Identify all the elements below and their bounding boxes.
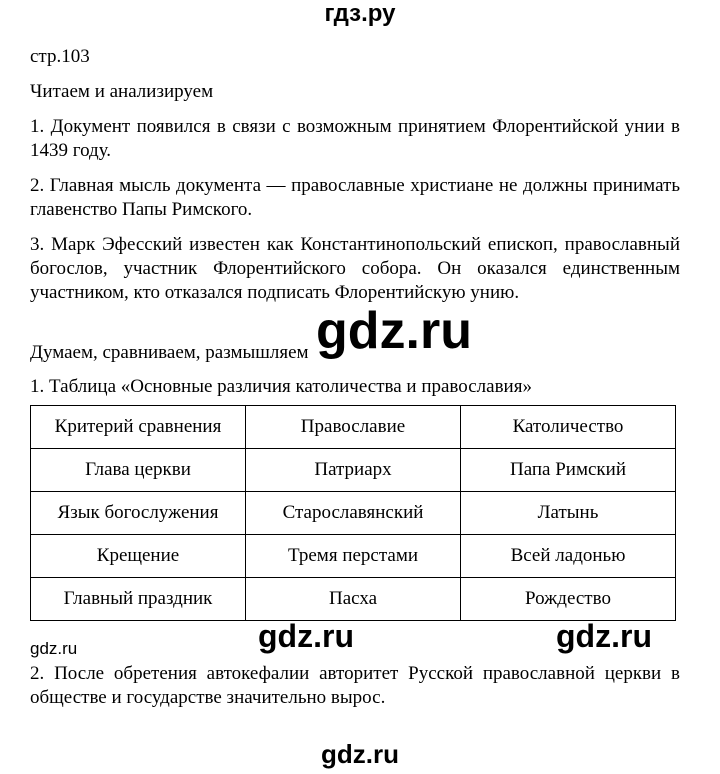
table-header-cell: Православие xyxy=(246,406,461,449)
table-cell: Тремя перстами xyxy=(246,535,461,578)
table-cell: Язык богослужения xyxy=(31,492,246,535)
table-row xyxy=(31,492,676,535)
table-row xyxy=(31,449,676,492)
section1-item-1: 1. Документ появился в связи с возможным принятием Флорентийской унии в 1439 году. xyxy=(30,116,680,161)
watermark-middle-right: gdz.ru xyxy=(556,618,652,654)
table-header-cell: Критерий сравнения xyxy=(31,406,246,449)
page-number: стр.103 xyxy=(30,46,90,67)
watermark-big: gdz.ru xyxy=(316,302,472,360)
table-row xyxy=(31,578,676,621)
table-header-row xyxy=(31,406,676,449)
table-cell: Пасха xyxy=(246,578,461,621)
watermark-small: gdz.ru xyxy=(30,639,78,658)
table-cell: Рождество xyxy=(461,578,676,621)
table-cell: Крещение xyxy=(31,535,246,578)
table-header-cell: Католичество xyxy=(461,406,676,449)
table-row xyxy=(31,535,676,578)
table-cell: Главный праздник xyxy=(31,578,246,621)
table-cell: Старославянский xyxy=(246,492,461,535)
section2-heading: Думаем, сравниваем, размышляем xyxy=(30,342,309,363)
comparison-table xyxy=(30,405,676,621)
section1-item-3: 3. Марк Эфесский известен как Константинопольский епископ, православный богослов, участник Флорентийского собора. Он оказался единственным участником, кто отказался подписать Флорентийскую унию. xyxy=(30,234,680,303)
table-cell: Глава церкви xyxy=(31,449,246,492)
table-cell: Патриарх xyxy=(246,449,461,492)
table-cell: Папа Римский xyxy=(461,449,676,492)
table-cell: Всей ладонью xyxy=(461,535,676,578)
table-cell: Латынь xyxy=(461,492,676,535)
watermark-bottom: gdz.ru xyxy=(321,739,399,769)
section1-heading: Читаем и анализируем xyxy=(30,81,214,102)
section1-item-2: 2. Главная мысль документа — православные христиане не должны принимать главенство Папы Римского. xyxy=(30,175,680,220)
watermark-top: гдз.ру xyxy=(324,0,396,27)
section2-item-2: 2. После обретения автокефалии авторитет Русской православной церкви в обществе и государстве значительно вырос. xyxy=(30,663,680,708)
table-caption: 1. Таблица «Основные различия католичества и православия» xyxy=(30,376,532,397)
watermark-middle-left: gdz.ru xyxy=(258,618,354,654)
